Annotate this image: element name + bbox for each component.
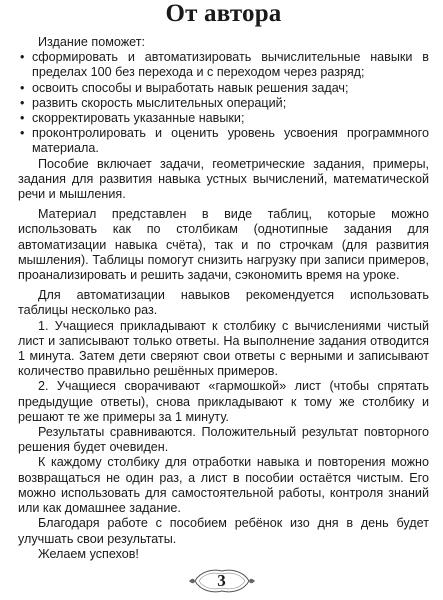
paragraph-improve: Благодаря работе с пособием ребёнок изо дня в день будет улучшать свои результаты. (18, 516, 429, 546)
list-item-text: освоить способы и выработать навык решения задач; (32, 80, 349, 95)
paragraph-automation: Для автоматизации навыков рекомендуется использовать таблицы несколько раз. (18, 288, 429, 318)
list-item (18, 96, 429, 111)
list-item-text: скорректировать указанные навыки; (32, 111, 245, 126)
bullet-icon: • (20, 80, 25, 95)
paragraph-contents: Пособие включает задачи, геометрические задания, примеры, задания для развития навыка устных вычислений, математической речи и мышления. (18, 156, 429, 202)
goals-list (18, 50, 429, 156)
page-title: От автора (165, 0, 282, 27)
paragraph-results: Результаты сравниваются. Положительный результат повторного решения будет очевиден. (18, 425, 429, 455)
body-text (18, 35, 429, 562)
list-item (18, 126, 429, 156)
intro-paragraph: Издание поможет: (38, 35, 146, 49)
list-item-text: развить скорость мыслительных операций; (32, 95, 287, 110)
page-number-badge (187, 568, 257, 594)
bullet-icon: • (20, 126, 25, 141)
page-number: 3 (217, 571, 226, 590)
bullet-icon: • (20, 111, 25, 126)
list-item (18, 81, 429, 96)
paragraph-wishes: Желаем успехов! (38, 546, 139, 561)
paragraph-repeat: К каждому столбику для отработки навыка и повторения можно возвращаться не один раз, а лист в пособии остаётся чистым. Его можно использовать для самостоятельной работы, контроля знаний или как домашнее задание. (18, 455, 429, 516)
list-item (18, 50, 429, 80)
paragraph-material: Материал представлен в виде таблиц, которые можно использовать как по столбикам (однотипные задания для автоматизации навыка счёта), так и по строчкам (для развития мышления). Таблицы помогут снизить нагрузку при записи примеров, проанализировать и решить задачи, сэкономить время на уроке. (18, 207, 429, 283)
paragraph-step-2: 2. Учащиеся сворачивают «гармошкой» лист (чтобы спрятать предыдущие ответы), снова прикладывают к тому же столбику и решают те же примеры за 1 минуту. (18, 379, 429, 424)
list-item-text: сформировать и автоматизировать вычислительные навыки в пределах 100 без перехода и с переходом через разряд; (32, 50, 429, 80)
paragraph-step-1: 1. Учащиеся прикладывают к столбику с вычислениями чистый лист и записывают только ответы. На выполнение задания отводится 1 минута. Затем дети сверяют свои ответы с верными и записывают количество правильно решённых примеров. (18, 318, 429, 379)
bullet-icon: • (20, 50, 25, 65)
bullet-icon: • (20, 95, 25, 110)
list-item-text: проконтролировать и оценить уровень усвоения программного материала. (32, 126, 429, 156)
list-item (18, 111, 429, 126)
